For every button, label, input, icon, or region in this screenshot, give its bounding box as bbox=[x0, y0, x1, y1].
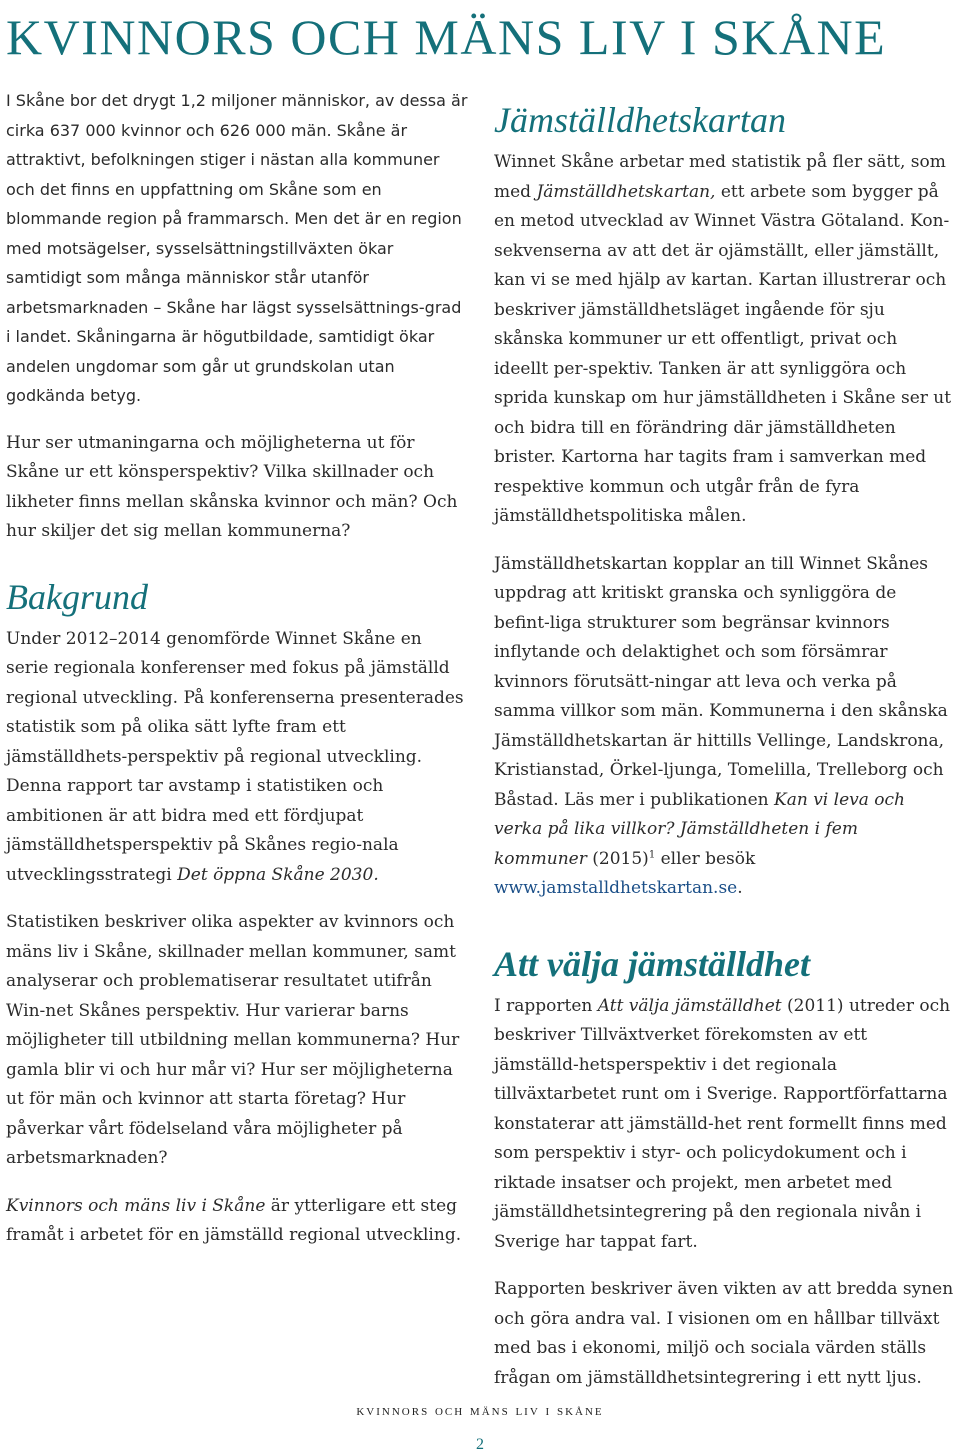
avj-report-title: Att välja jämställdhet bbox=[597, 995, 782, 1016]
bakgrund-paragraph-3 bbox=[6, 1192, 468, 1251]
jamstalldhetskartan-heading: Jämställdhetskartan bbox=[494, 100, 786, 140]
footnote-ref[interactable]: 1 bbox=[648, 848, 656, 860]
jk-p2-end: . bbox=[737, 878, 743, 898]
jk-p1-a: Winnet Skåne arbetar med statistik på fler sätt, som med bbox=[494, 152, 946, 202]
jamstalldhetskartan-link[interactable]: www.jamstalldhetskartan.se bbox=[494, 878, 738, 898]
att-valja-paragraph-2: Rapporten beskriver även vikten av att bredda synen och göra andra val. I visionen om en hållbar tillväxt med bas i ekonomi, miljö och sociala värden ställs frågan om jämställdhetsintegrering i ett nytt ljus. bbox=[494, 1279, 954, 1388]
left-column bbox=[6, 86, 468, 1269]
jk-p2-c: eller besök bbox=[655, 848, 756, 869]
page-number: 2 bbox=[476, 1436, 484, 1453]
strategy-title: Det öppna Skåne 2030. bbox=[177, 864, 379, 885]
bakgrund-heading: Bakgrund bbox=[6, 576, 148, 617]
intro-paragraph: I Skåne bor det drygt 1,2 miljoner människor, av dessa är cirka 637 000 kvinnor och 626 000 män. Skåne är attraktivt, befolkningen stiger i nästan alla kommuner och det finns en uppfattning om Skåne som en blommande region på frammarsch. Men det är en region med motsägelser, sysselsättningstillväxten ökar samtidigt som många människor står utanför arbetsmarknaden – Skåne har lägst sysselsättnings-grad i landet. Skåningarna är högutbildade, samtidigt ökar andelen ungdomar som går ut grundskolan utan godkända betyg. bbox=[6, 91, 468, 405]
publication-title: Kan vi leva och verka på lika villkor? Jämställdheten i fem kommuner bbox=[494, 789, 905, 869]
bakgrund-p3-text: är ytterligare ett steg framåt i arbetet för en jämställd regional utveckling. bbox=[6, 1195, 462, 1245]
avj-p1-a: I rapporten bbox=[494, 995, 598, 1016]
jamstalldhetskartan-paragraph-1 bbox=[494, 148, 956, 532]
report-title: Kvinnors och mäns liv i Skåne bbox=[6, 1195, 266, 1216]
page-title: KVINNORS OCH MÄNS LIV I SKÅNE bbox=[6, 9, 887, 65]
bakgrund-paragraph-2: Statistiken beskriver olika aspekter av kvinnors och mäns liv i Skåne, skillnader mellan kommuner, samt analyserar och problematiserar resultatet utifrån Win-net Skånes perspektiv. Hur varierar barns möjligheter till utbildning mellan kommunerna? Hur gamla blir vi och hur mår vi? Hur ser möjligheterna ut för män och kvinnor att starta företag? Hur påverkar vårt födelseland våra möjligheter på arbetsmarknaden? bbox=[6, 912, 460, 1168]
intro-questions-paragraph: Hur ser utmaningarna och möjligheterna ut för Skåne ur ett könsperspektiv? Vilka skillnader och likheter finns mellan skånska kvinnor och män? Och hur skiljer det sig mellan kommunerna? bbox=[6, 432, 458, 541]
running-footer-title: kvinnors och mäns liv i skåne bbox=[356, 1403, 604, 1419]
right-column bbox=[494, 100, 956, 1411]
avj-p1-b: (2011) utreder och beskriver Tillväxtverket förekomsten av ett jämställd-hetsperspektiv i det regionala tillväxtarbetet runt om i Sverige. Rapportförfattarna konstaterar att jämställd-het rent formellt finns med som perspektiv i styr- och policydokument och i riktade insatser och projekt, men arbetet med jämställdhetsintegrering på den regionala nivån i Sverige har tappat fart. bbox=[494, 995, 951, 1252]
jamstalldhetskartan-paragraph-2 bbox=[494, 550, 956, 904]
bakgrund-p1-text: Under 2012–2014 genomförde Winnet Skåne en serie regionala konferenser med fokus på jämställd regional utveckling. På konferenserna presenterades statistik som på olika sätt lyfte fram ett jämställdhets-perspektiv på regional utveckling. Denna rapport tar avstamp i statistiken och ambitionen är att bidra med ett fördjupat jämställdhetsperspektiv på Skånes regio-nala utvecklingsstrategi bbox=[6, 628, 464, 885]
jk-p1-b: ett arbete som bygger på en metod utvecklad av Winnet Västra Götaland. Kon-sekvenserna av att det är ojämställt, eller jämställt, kan vi se med hjälp av kartan. Kartan illustrerar och beskriver jämställdhetsläget ingående för sju skånska kommuner ur ett offentligt, privat och ideellt per-spektiv. Tanken är att synliggöra och sprida kunskap om hur jämställdheten i Skåne ser ut och bidra till en förändring där jämställdheten brister. Kartorna har tagits fram i samverkan med respektive kommun och utgår från de fyra jämställdhetspolitiska målen. bbox=[494, 181, 952, 526]
bakgrund-paragraph-1 bbox=[6, 625, 468, 891]
att-valja-paragraph-1 bbox=[494, 992, 956, 1258]
jk-p1-italic: Jämställdhetskartan, bbox=[536, 181, 716, 202]
att-valja-jamstalldhet-heading: Att välja jämställdhet bbox=[494, 943, 811, 984]
jk-p2-a: Jämställdhetskartan kopplar an till Winnet Skånes uppdrag att kritiskt granska och synliggöra de befint-liga strukturer som begränsar kvinnors inflytande och delaktighet och som försämrar kvinnors förutsätt-ningar att leva och verka på samma villkor som män. Kommunerna i den skånska Jämställdhetskartan är hittills Vellinge, Landskrona, Kristianstad, Örkel-ljunga, Tomelilla, Trelleborg och Båstad. Läs mer i publikationen bbox=[494, 553, 948, 810]
jk-p2-b: (2015) bbox=[586, 848, 649, 869]
